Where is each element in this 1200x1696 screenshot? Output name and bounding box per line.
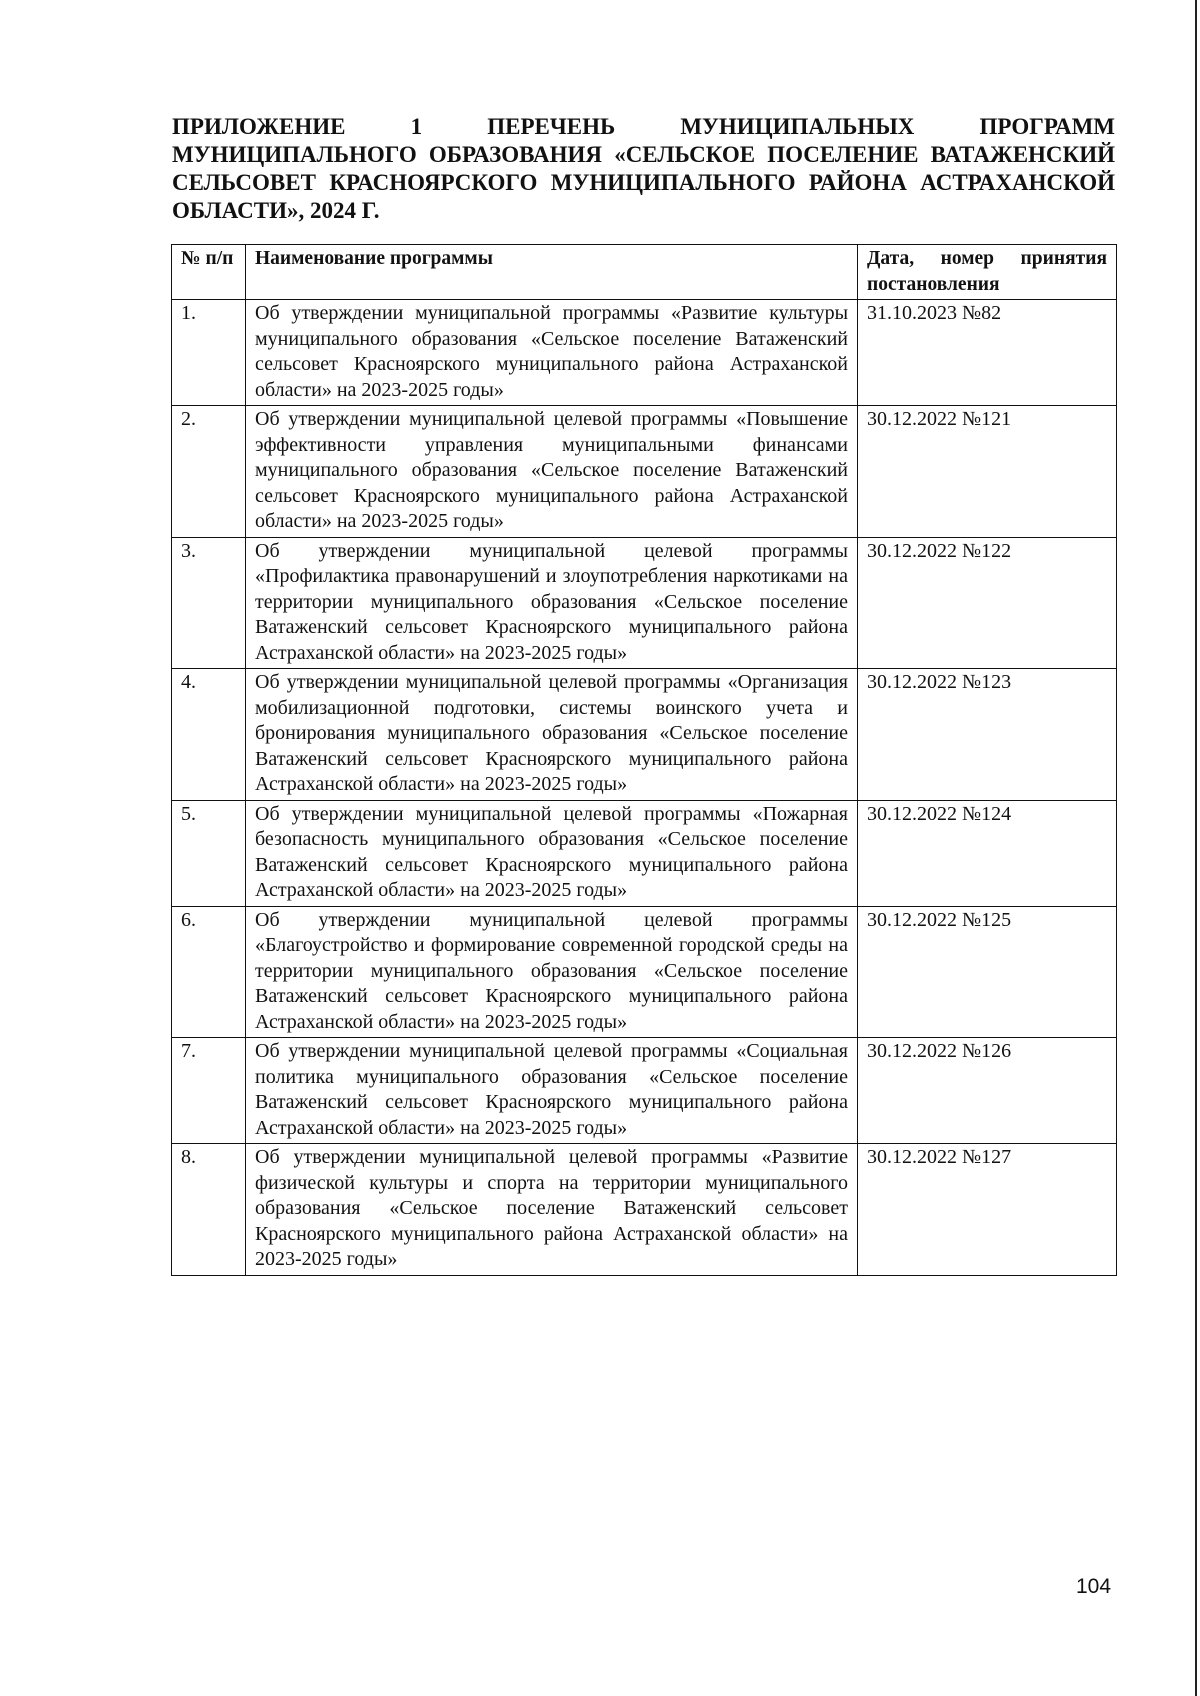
table-row [172,300,1117,406]
row-num: 7. [172,1038,246,1144]
row-program-name: Об утверждении муниципальной целевой программы «Профилактика правонарушений и злоупотребления наркотиками на территории муниципального образования «Сельское поселение Ватаженский сельсовет Красноярского муниципального района Астраханской области» на 2023-2025 годы» [246,537,858,669]
row-num: 3. [172,537,246,669]
table-row [172,1038,1117,1144]
row-num: 2. [172,406,246,538]
page-number: 104 [1076,1575,1112,1598]
header-num: № п/п [172,245,246,300]
row-date: 30.12.2022 №121 [858,406,1117,538]
row-date: 31.10.2023 №82 [858,300,1117,406]
row-date: 30.12.2022 №127 [858,1144,1117,1276]
table-row [172,406,1117,538]
table-row [172,669,1117,801]
header-date: Дата, номер принятия постановления [858,245,1117,300]
table-row [172,906,1117,1038]
row-date: 30.12.2022 №123 [858,669,1117,801]
document-heading: ПРИЛОЖЕНИЕ 1 ПЕРЕЧЕНЬ МУНИЦИПАЛЬНЫХ ПРОГРАММ МУНИЦИПАЛЬНОГО ОБРАЗОВАНИЯ «СЕЛЬСКОЕ ПОСЕЛЕНИЕ ВАТАЖЕНСКИЙ СЕЛЬСОВЕТ КРАСНОЯРСКОГО МУНИЦИПАЛЬНОГО РАЙОНА АСТРАХАНСКОЙ ОБЛАСТИ», 2024 Г. [172,114,1115,223]
row-program-name: Об утверждении муниципальной целевой программы «Пожарная безопасность муниципального образования «Сельское поселение Ватаженский сельсовет Красноярского муниципального района Астраханской области» на 2023-2025 годы» [246,800,858,906]
row-date: 30.12.2022 №126 [858,1038,1117,1144]
row-program-name: Об утверждении муниципальной целевой программы «Повышение эффективности управления муниципальными финансами муниципального образования «Сельское поселение Ватаженский сельсовет Красноярского муниципального района Астраханской области» на 2023-2025 годы» [246,406,858,538]
table-row [172,1144,1117,1276]
row-program-name: Об утверждении муниципальной целевой программы «Благоустройство и формирование современной городской среды на территории муниципального образования «Сельское поселение Ватаженский сельсовет Красноярского муниципального района Астраханской области» на 2023-2025 годы» [246,906,858,1038]
row-num: 6. [172,906,246,1038]
row-program-name: Об утверждении муниципальной целевой программы «Социальная политика муниципального образования «Сельское поселение Ватаженский сельсовет Красноярского муниципального района Астраханской области» на 2023-2025 годы» [246,1038,858,1144]
page-edge-line [1195,0,1197,1696]
row-date: 30.12.2022 №124 [858,800,1117,906]
row-program-name: Об утверждении муниципальной программы «Развитие культуры муниципального образования «Сельское поселение Ватаженский сельсовет Красноярского муниципального района Астраханской области» на 2023-2025 годы» [246,300,858,406]
row-program-name: Об утверждении муниципальной целевой программы «Развитие физической культуры и спорта на территории муниципального образования «Сельское поселение Ватаженский сельсовет Красноярского муниципального района Астраханской области» на 2023-2025 годы» [246,1144,858,1276]
programs-table [171,244,1117,1276]
table-row [172,800,1117,906]
header-name: Наименование программы [246,245,858,300]
row-num: 4. [172,669,246,801]
row-date: 30.12.2022 №125 [858,906,1117,1038]
row-program-name: Об утверждении муниципальной целевой программы «Организация мобилизационной подготовки, системы воинского учета и бронирования муниципального образования «Сельское поселение Ватаженский сельсовет Красноярского муниципального района Астраханской области» на 2023-2025 годы» [246,669,858,801]
row-date: 30.12.2022 №122 [858,537,1117,669]
row-num: 1. [172,300,246,406]
row-num: 8. [172,1144,246,1276]
row-num: 5. [172,800,246,906]
table-header-row [172,245,1117,300]
table-row [172,537,1117,669]
